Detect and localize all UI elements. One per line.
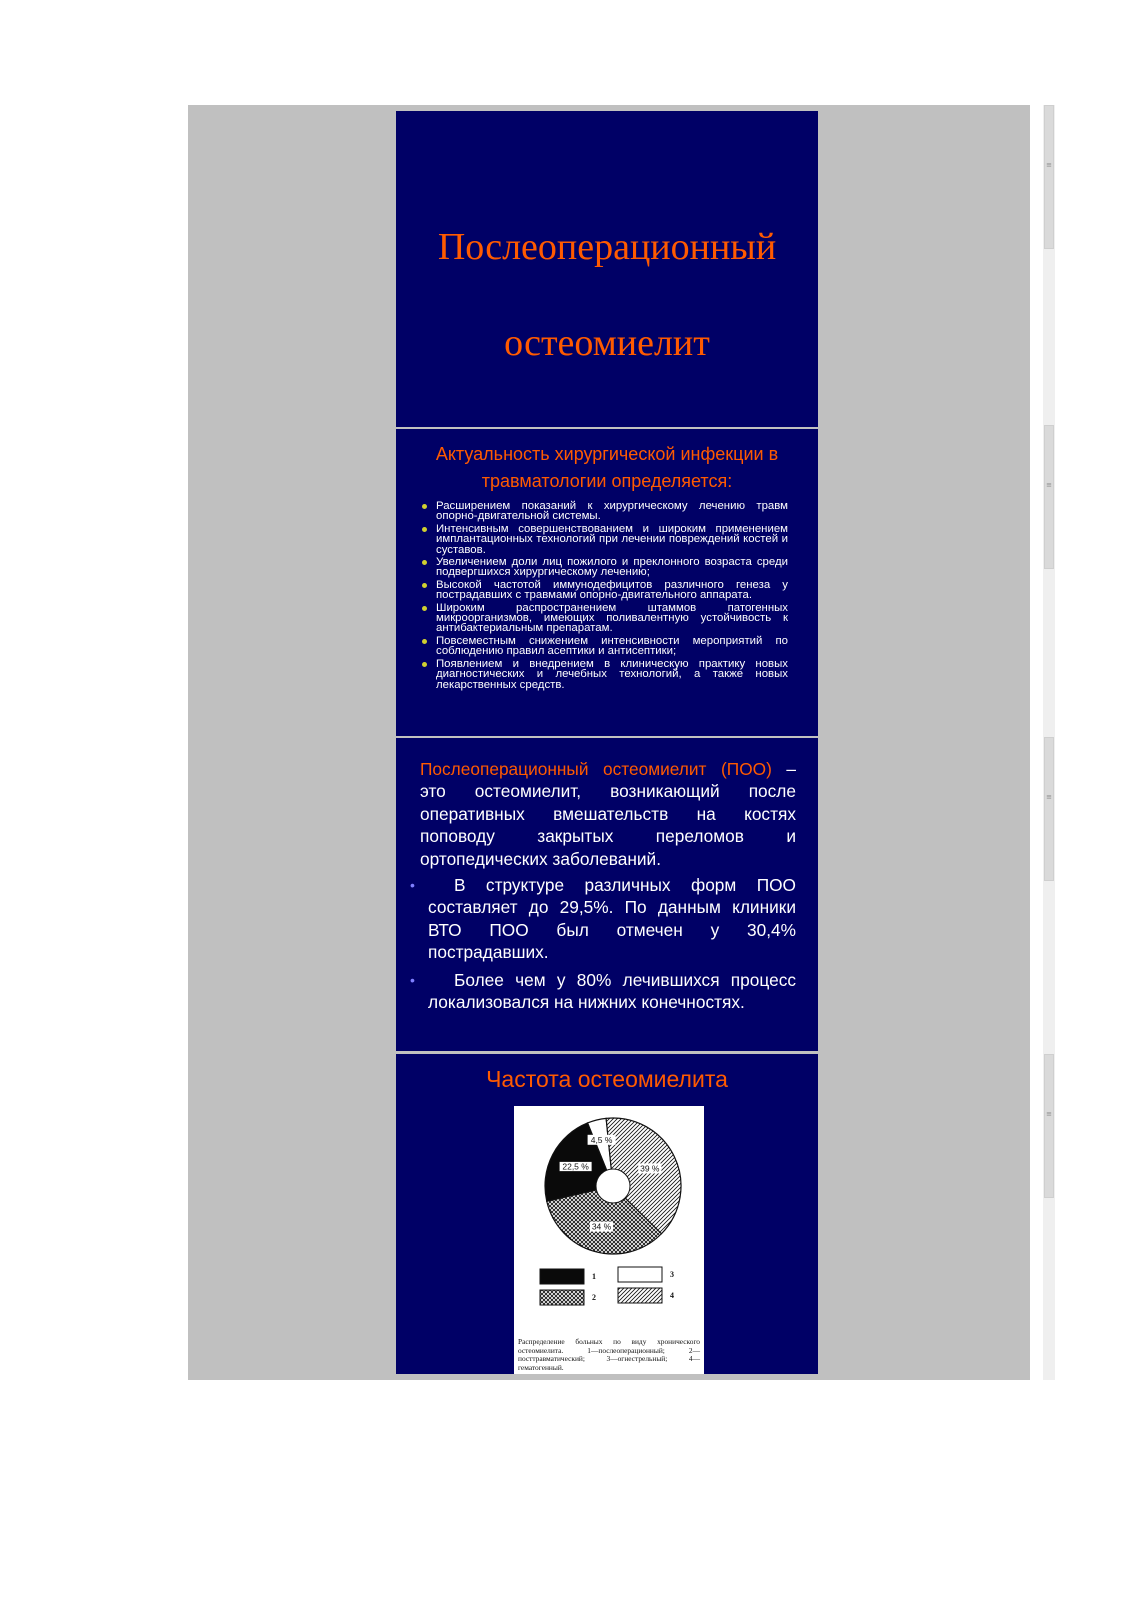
scrollbar-thumb-4[interactable] [1044, 1054, 1054, 1198]
definition-paragraph [420, 758, 796, 870]
pie-chart [514, 1106, 704, 1338]
legend-item-1 [540, 1269, 596, 1284]
list-item: Повсеместным снижением интенсивности мероприятий по соблюдению правил асептики и антисептики; [418, 636, 788, 657]
slide-title-line2: остеомиелит [504, 322, 710, 364]
slice-label-1 [559, 1162, 592, 1172]
list-item: Появлением и внедрением в клиническую практику новых диагностических и лечебных технологий, а также новых лекарственных средств. [418, 659, 788, 690]
svg-text:3: 3 [670, 1270, 674, 1279]
scrollbar-thumb-3[interactable] [1044, 737, 1054, 881]
legend-item-3 [618, 1267, 674, 1282]
svg-text:22,5 %: 22,5 % [562, 1161, 589, 1172]
list-item: Интенсивным совершенствованием и широким применением имплантационных технологий при лечении повреждений костей и суставов. [418, 524, 788, 555]
svg-text:34 %: 34 % [591, 1221, 612, 1232]
slice-label-4 [638, 1163, 661, 1173]
scrollbar-thumb-2[interactable] [1044, 425, 1054, 569]
slide-heading: Частота остеомиелита [486, 1066, 728, 1092]
legend-item-2 [540, 1290, 596, 1305]
list-item: Широким распространением штаммов патогенных микроорганизмов, имеющих поливалентную устойчивость к антибактериальным препаратам. [418, 603, 788, 634]
list-item: Высокой частотой иммунодефицитов различного генеза у пострадавших с травмами опорно-двигательного аппарата. [418, 580, 788, 601]
slide-heading: Актуальность хирургической инфекции в травматологии определяется: [435, 444, 779, 491]
list-item: • Более чем у 80% лечившихся процесс локализовался на нижних конечностях. [410, 969, 796, 1014]
slide-definition [396, 738, 818, 1051]
list-item: Увеличением доли лиц пожилого и преклонного возраста среди подвергшихся хирургическому лечению; [418, 557, 788, 578]
svg-text:4,5 %: 4,5 % [590, 1134, 613, 1145]
svg-text:1: 1 [592, 1272, 596, 1281]
chart-caption: Распределение больных по виду хронического остеомиелита. 1—послеоперационный; 2—посттравматический; 3—огнестрельный; 4—гематогенный. [518, 1337, 700, 1372]
grip-icon: ≡ [1046, 161, 1052, 169]
definition-text: – это остеомиелит, возникающий после оперативных вмешательств на костях поповоду закрытых переломов и ортопедических заболеваний. [420, 759, 796, 869]
scrollbar-thumb-1[interactable] [1044, 105, 1054, 249]
chart-figure [514, 1106, 704, 1374]
grip-icon: ≡ [1046, 1110, 1052, 1118]
list-item: Расширением показаний к хирургическому лечению травм опорно-двигательной системы. [418, 501, 788, 522]
statistics-list [410, 874, 796, 1018]
legend-item-4 [618, 1288, 674, 1303]
slice-label-2 [590, 1222, 613, 1232]
slide-title [396, 111, 818, 427]
list-item: • В структуре различных форм ПОО составляет до 29,5%. По данным клиники ВТО ПОО был отмечен у 30,4% пострадавших. [410, 874, 796, 964]
slice-label-3 [588, 1135, 616, 1145]
svg-text:2: 2 [592, 1293, 596, 1302]
slide-relevance [396, 429, 818, 736]
slide-title-line1: Послеоперационный [437, 226, 777, 268]
pie-center-hole [596, 1169, 630, 1203]
svg-text:4: 4 [670, 1291, 674, 1300]
grip-icon: ≡ [1046, 481, 1052, 489]
slide-frequency [396, 1054, 818, 1374]
grip-icon: ≡ [1046, 793, 1052, 801]
relevance-list [418, 501, 788, 692]
definition-term: Послеоперационный остеомиелит (ПОО) [420, 759, 772, 779]
svg-text:39 %: 39 % [640, 1163, 660, 1174]
